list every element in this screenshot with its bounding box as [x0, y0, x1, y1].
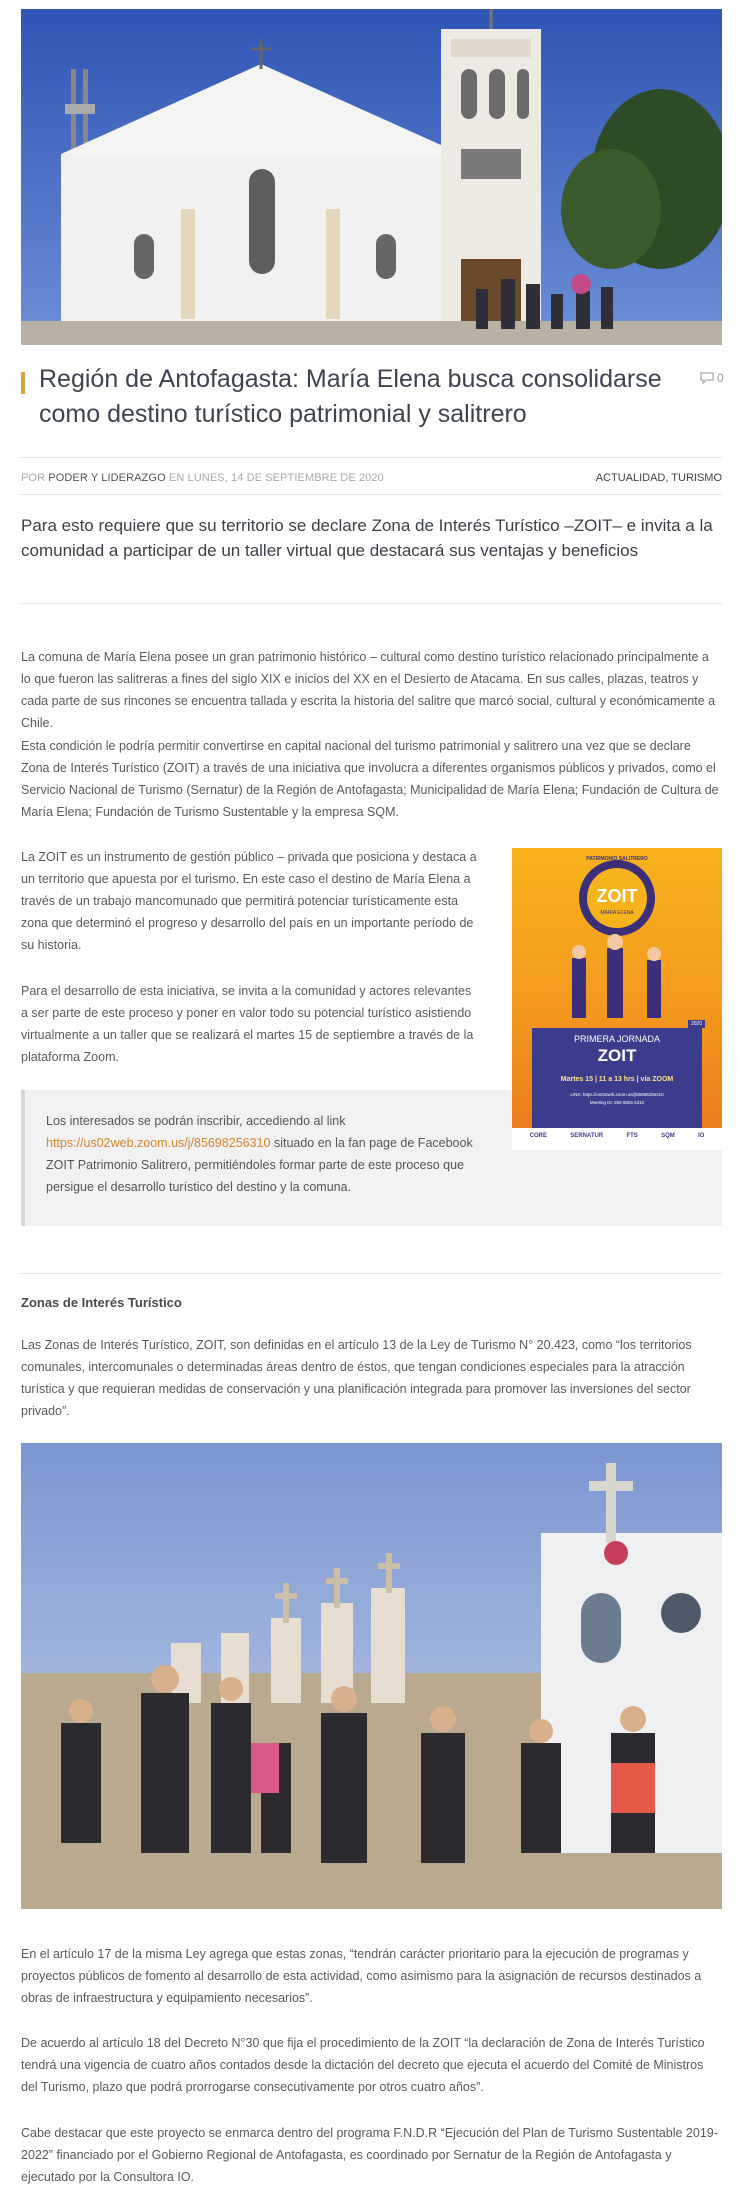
sponsor-logo: SQM: [661, 1133, 675, 1139]
sponsor-logo: CORE: [529, 1133, 547, 1139]
paragraph: En el artículo 17 de la misma Ley agrega que estas zonas, “tendrán carácter prioritario para la ejecución de programas y proyectos públicos de fomento al desarrollo de esta actividad, como asimismo para la asignación de recursos destinados a obras de infraestructura y equipamiento necesarios”.: [21, 1947, 702, 2005]
divider: [21, 457, 722, 458]
hero-image-church: [21, 9, 722, 345]
paragraph: De acuerdo al artículo 18 del Decreto N°30 que fija el procedimiento de la ZOIT “la declaración de Zona de Interés Turístico tendrá una vigencia de cuatro años contados desde la dictación del decreto que ejecuta el acuerdo del Comité de Ministros del Turismo, plazo que podrá prorrogarse consecutivamente por otros cuatro años”.: [21, 2036, 705, 2094]
article-title: Región de Antofagasta: María Elena busca consolidarse como destino turístico patrimonial y salitrero: [39, 365, 662, 428]
meta-author-link[interactable]: PODER Y LIDERAZGO: [48, 472, 166, 484]
paragraph: Para el desarrollo de esta iniciativa, se invita a la comunidad y actores relevantes a ser parte de este proceso y poner en valor todo su potencial turístico asistiendo virtualmente a un taller que se realizará el martes 15 de septiembre a través de la plataforma Zoom.: [21, 984, 474, 1064]
article-categories-links[interactable]: ACTUALIDAD, TURISMO: [595, 472, 722, 484]
paragraph: La comuna de María Elena posee un gran patrimonio histórico – cultural como destino turístico relacionado principalmente a lo que fueron las salitreras a fines del siglo XIX e inicios del XX en el Desierto de Atacama. En sus calles, plazas, teatros y cada parte de sus rincones se encuentra tallada y escrita la historia del salitre que marcó social, cultural y económicamente a Chile.: [21, 650, 716, 730]
poster-meeting-line: Meeting ID: 856 9825 6310: [589, 1100, 645, 1105]
divider: [21, 603, 722, 604]
blockquote-text: [46, 1110, 476, 1198]
poster-link-line: LINK: https://us02web.zoom.us/j/85698256310: [570, 1092, 664, 1097]
paragraph: La ZOIT es un instrumento de gestión público – privada que posiciona y destaca a un territorio que apuesta por el turismo. En este caso el destino de María Elena a través de un trabajo mancomunado que permitirá potenciar turísticamente esta zona que determinó el progreso y desarrollo del país en un importante período de su historia.: [21, 850, 477, 952]
poster-logo-sub: MARÍA ELENA: [600, 910, 634, 916]
poster-logo: ZOIT: [596, 886, 638, 906]
poster-sponsors: [518, 1133, 716, 1139]
divider: [21, 1273, 722, 1274]
article-lead: Para esto requiere que su territorio se declare Zona de Interés Turístico –ZOIT– e invita a la comunidad a participar de un taller virtual que destacará sus ventajas y beneficios: [21, 516, 713, 560]
article-meta: [21, 472, 384, 484]
comments-count: 0: [717, 371, 724, 385]
sponsor-logo: IO: [698, 1133, 705, 1139]
quote-text-before: Los interesados se podrán inscribir, accediendo al link: [46, 1114, 346, 1128]
paragraph: Las Zonas de Interés Turístico, ZOIT, son definidas en el artículo 13 de la Ley de Turismo N° 20.423, como “los territorios comunales, intercomunales o determinadas áreas dentro de éstos, que tengan condiciones especiales para la atracción turística y que requieran medidas de conservación y una planificación integrada para promover las inversiones del sector privado”.: [21, 1338, 692, 1418]
poster-event-line2: ZOIT: [597, 1046, 637, 1065]
sponsor-logo: SERNATUR: [570, 1133, 604, 1139]
title-accent-bar: [21, 372, 25, 394]
zoom-registration-link[interactable]: https://us02web.zoom.us/j/85698256310: [46, 1136, 271, 1150]
poster-event-line1: PRIMERA JORNADA: [573, 1034, 660, 1044]
sponsor-logo: FTS: [626, 1133, 638, 1139]
comment-icon: [700, 372, 714, 384]
paragraph: Cabe destacar que este proyecto se enmarca dentro del programa F.N.D.R “Ejecución del Plan de Turismo Sustentable 2019-2022” financiado por el Gobierno Regional de Antofagasta, es coordinado por Sernatur de la Región de Antofagasta y ejecutado por la Consultora IO.: [21, 2126, 718, 2184]
meta-date: EN LUNES, 14 DE SEPTIEMBRE DE 2020: [168, 472, 384, 484]
divider: [21, 494, 722, 495]
quote-text-after: situado en la fan page de Facebook ZOIT Patrimonio Salitrero, permitiéndoles formar parte de este proceso que persigue el desarrollo turístico del destino y la comuna.: [46, 1136, 473, 1194]
zoit-event-poster: [512, 848, 722, 1150]
poster-top-label: PATRIMONIO SALITRERO: [586, 856, 648, 862]
poster-badge: 2020: [688, 1020, 705, 1028]
section-heading: Zonas de Interés Turístico: [21, 1295, 182, 1310]
meta-by: POR: [21, 472, 46, 484]
paragraph: Esta condición le podría permitir convertirse en capital nacional del turismo patrimonial y salitrero una vez que se declare Zona de Interés Turístico (ZOIT) a través de una iniciativa que involucra a diferentes organismos públicos y privados, como el Servicio Nacional de Turismo (Sernatur) de la Región de Antofagasta; Municipalidad de María Elena; Fundación de Cultura de María Elena; Fundación de Turismo Sustentable y la empresa SQM.: [21, 739, 719, 819]
comments-count-link[interactable]: [700, 371, 724, 385]
poster-date-line: Martes 15 | 11 a 13 hrs | vía ZOOM: [560, 1076, 674, 1083]
cemetery-photo: [21, 1443, 722, 1909]
